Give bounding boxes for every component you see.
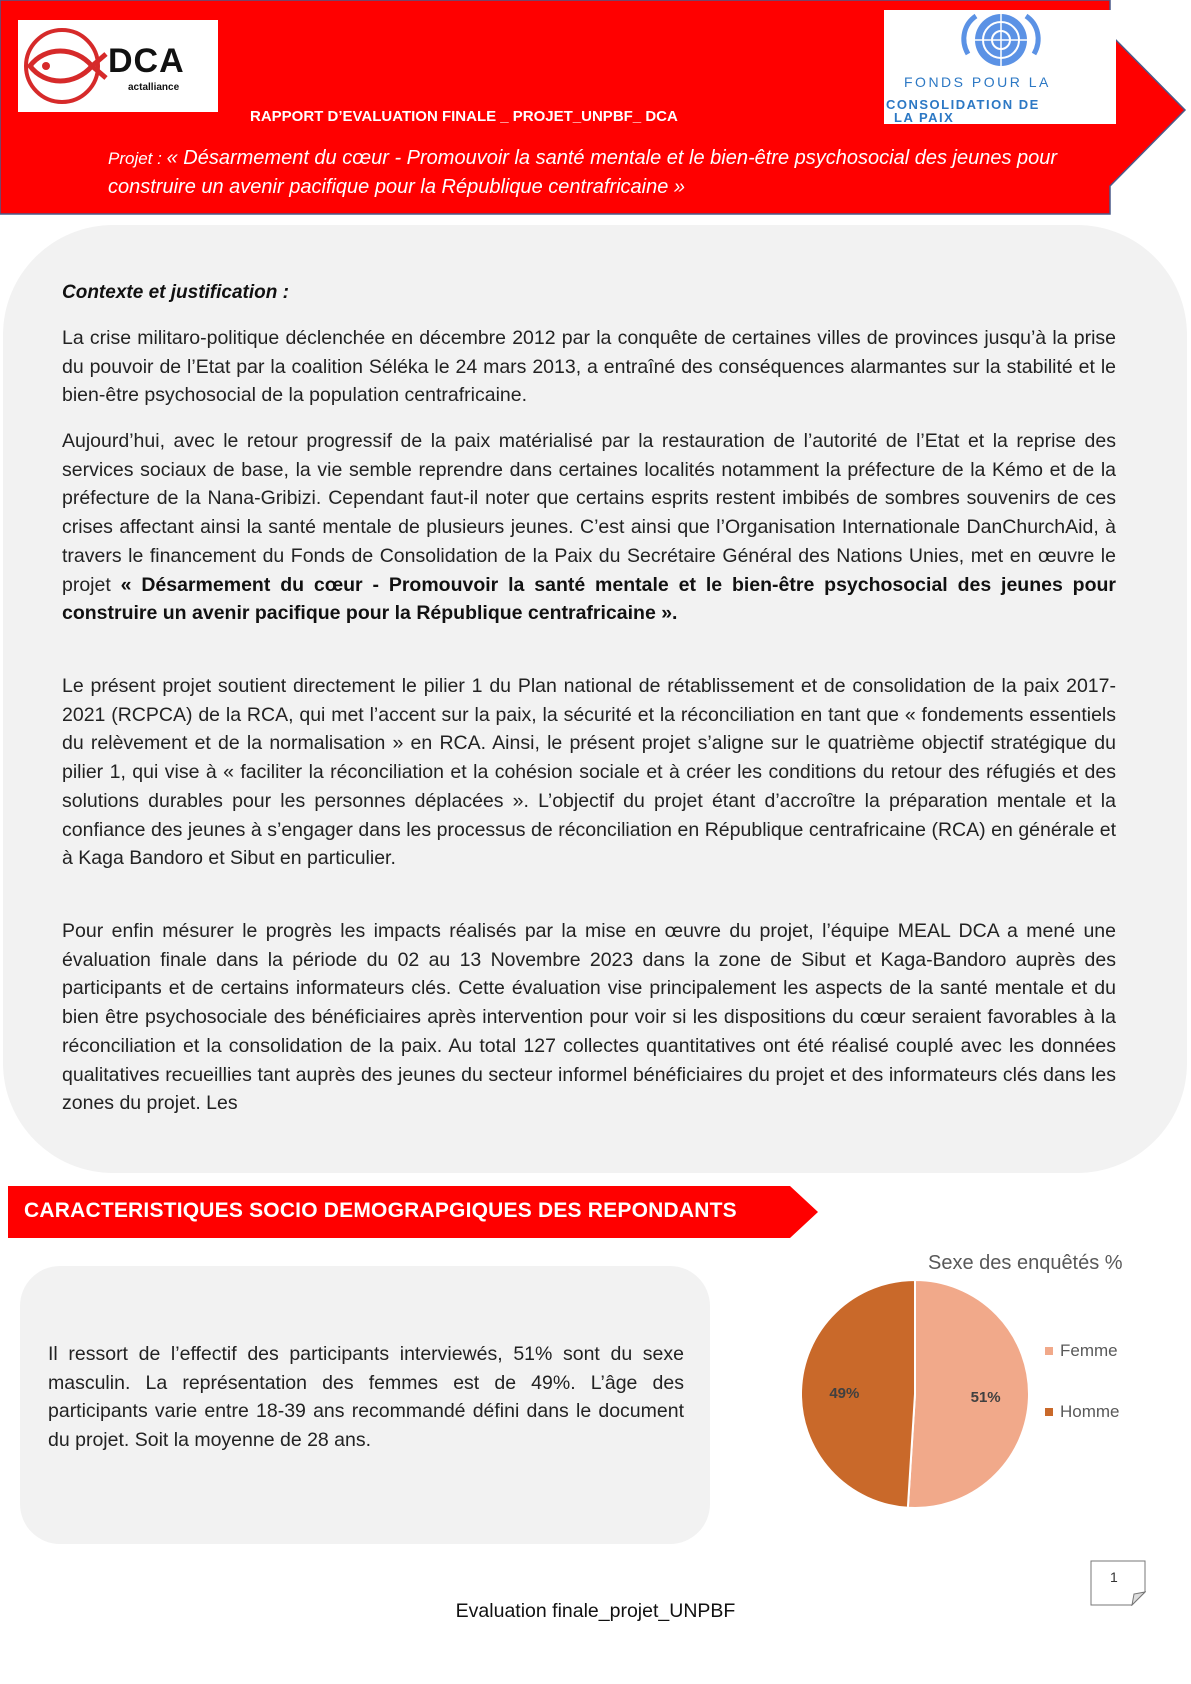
project-prefix: Projet : xyxy=(108,149,167,168)
context-paragraph-2-text: Aujourd’hui, avec le retour progressif de la paix matérialisé par la restauration de l’autorité de l’Etat et la reprise des services sociaux de base, la vie semble reprendre dans certaines localités notamment la préfecture de la Kémo et de la préfecture de la Nana-Gribizi. Cependant faut-il noter que certains esprits restent imbibés de sombres souvenirs de ces crises affectant ainsi la santé mentale de plusieurs jeunes. C’est ainsi que l’Organisation Internationale DanChurchAid, à travers le financement du Fonds de Consolidation de la Paix du Secrétaire Général des Nations Unies, met en œuvre le projet xyxy=(62,430,1116,596)
page-number: 1 xyxy=(1110,1569,1118,1585)
dca-logo-tagline: actalliance xyxy=(128,82,180,93)
context-paragraph-4: Pour enfin mésurer le progrès les impacts réalisés par la mise en œuvre du projet, l’équipe MEAL DCA a mené une évaluation finale dans la période du 02 au 13 Novembre 2023 dans la zone de Sibut et Kaga-Bandoro auprès des participants et de certains informateurs clés. Cette évaluation vise principalement les aspects de la santé mentale et du bien être psychosociale des bénéficiaires après intervention pour voir si les dispositions du cœur seraient favorables à la réconciliation et la consolidation de la paix. Au total 127 collectes quantitatives ont été réalisé couplé avec les données qualitatives recueillies tant auprès des jeunes du secteur informel bénéficiaires du projet et des informateurs clés dans les zones du projet. Les xyxy=(62,920,1116,1115)
dca-logo xyxy=(18,20,218,112)
legend-label-femme: Femme xyxy=(1060,1341,1118,1360)
un-logo-line1: FONDS POUR LA xyxy=(904,74,1051,90)
context-paragraph-2 xyxy=(62,427,1116,628)
chart-title: Sexe des enquêtés % xyxy=(928,1252,1123,1274)
legend-label-homme: Homme xyxy=(1060,1402,1120,1421)
demographics-text: Il ressort de l’effectif des participants interviewés, 51% sont du sexe masculin. La représentation des femmes est de 49%. L’âge des participants varie entre 18-39 ans recommandé défini dans le document du projet. Soit la moyenne de 28 ans. xyxy=(48,1343,684,1452)
pie-slice-femme xyxy=(908,1280,1029,1508)
section-title: CARACTERISTIQUES SOCIO DEMOGRAPGIQUES DES REPONDANTS xyxy=(24,1199,737,1222)
project-title xyxy=(108,144,1108,202)
legend-swatch-homme xyxy=(1045,1408,1053,1416)
pie-data-label-femme: 51% xyxy=(970,1389,1001,1407)
fish-logo-icon xyxy=(20,26,110,106)
legend-swatch-femme xyxy=(1045,1347,1053,1355)
report-title: RAPPORT D’EVALUATION FINALE _ PROJET_UNPBF_ DCA xyxy=(250,108,678,125)
context-paragraph-3: Le présent projet soutient directement le pilier 1 du Plan national de rétablissement et de consolidation de la paix 2017-2021 (RCPCA) de la RCA, qui met l’accent sur la paix, la sécurité et la réconciliation en tant que « fondements essentiels du relèvement et de la normalisation » en RCA. Ainsi, le présent projet s’aligne sur le quatrième objectif stratégique du pilier 1, qui vise à « faciliter la réconciliation et la cohésion sociale et à créer les conditions du retour des réfugiés et des solutions durables pour les personnes déplacées ». L’objectif du projet étant d’accroître la préparation mentale et la confiance des jeunes à s’engager dans les processus de réconciliation en République centrafricaine (RCA) en générale et à Kaga Bandoro et Sibut en particulier. xyxy=(62,675,1116,870)
project-title-text: « Désarmement du cœur - Promouvoir la santé mentale et le bien-être psychosocial des jeunes pour construire un avenir pacifique pour la République centrafricaine » xyxy=(108,147,1058,198)
pie-chart xyxy=(800,1276,1180,1536)
un-logo-line2: CONSOLIDATION DE xyxy=(886,97,1040,112)
dca-logo-name: DCA xyxy=(108,42,185,80)
un-logo-line3: LA PAIX xyxy=(894,110,955,125)
footer-text: Evaluation finale_projet_UNPBF xyxy=(455,1600,736,1622)
pie-data-label-homme: 49% xyxy=(829,1384,860,1402)
context-heading: Contexte et justification : xyxy=(62,282,289,303)
context-paragraph-1: La crise militaro-politique déclenchée en décembre 2012 par la conquête de certaines villes de provinces jusqu’à la prise du pouvoir de l’Etat par la coalition Séléka le 24 mars 2013, a entraîné des conséquences alarmantes sur la stabilité et le bien-être psychosocial de la population centrafricaine. xyxy=(62,327,1116,407)
project-name-bold: « Désarmement du cœur - Promouvoir la santé mentale et le bien-être psychosocial des jeunes pour construire un avenir pacifique pour la République centrafricaine ». xyxy=(62,573,1116,625)
un-emblem-icon xyxy=(946,10,1056,70)
un-peacebuilding-logo xyxy=(884,10,1116,124)
